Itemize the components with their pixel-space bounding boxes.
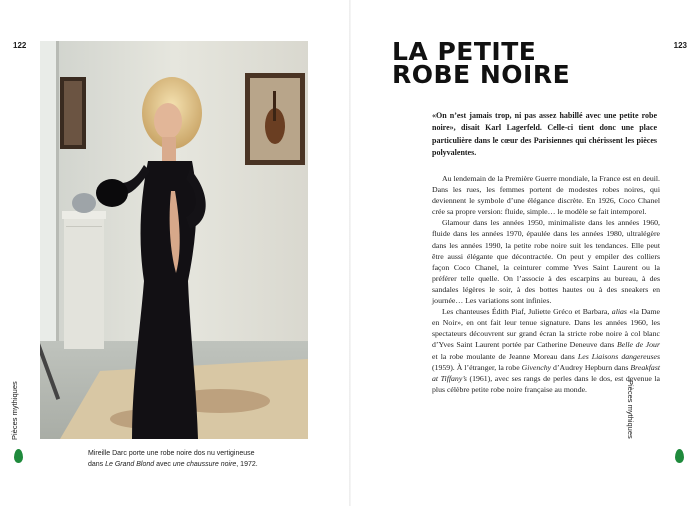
body-paragraph-1: Au lendemain de la Première Guerre mondiale, la France est en deuil. Dans les rues, les femmes portent de modestes robes noires, qui deviennent le symbole d’une élégance discrète. En 1926, Coco Chanel crée sa propre version: fluide, simple… le modèle se fait intemporel. bbox=[432, 174, 660, 217]
p3-f: (1961), avec ses rangs de perles dans le dos, est devenue la plus célèbre petite robe noire française au monde. bbox=[432, 373, 660, 394]
p3-film1: Belle de Jour bbox=[617, 340, 660, 350]
page-number-left: 122 bbox=[13, 41, 27, 50]
p3-film2: Les Liaisons dangereuses bbox=[577, 351, 661, 361]
body-paragraph-2: Glamour dans les années 1950, minimaliste dans les années 1960, fluide dans les années 1970, épaulée dans les années 1980, ultralégère dans les années 1990, la petite robe noire suit les tendances. Elle peut être aussi élégante que décontractée. On peut y empiler des colliers façon Coco Chanel, la ceinturer comme Yves Saint Laurent ou la préférer telle quelle. On l’associe à des escarpins au bureau, à des sandales légères le soir, à des bottes hautes ou à des sneakers en journée… Les variations sont infinies. bbox=[432, 218, 660, 306]
photo-mireille-darc bbox=[40, 41, 308, 439]
caption-prefix: dans bbox=[88, 461, 106, 468]
p3-d: (1959). À l’étranger, la robe bbox=[432, 362, 522, 372]
article-title bbox=[392, 37, 652, 89]
p3-b: «la Dame en Noir», en ont fait leur tenue signature. Dans les années 1960, les spectateurs découvrent sur grand écran la stricte robe noire à col blanc d’Yves Saint Laurent portée par Catherine Deneuve dans bbox=[432, 307, 660, 350]
gutter bbox=[349, 0, 351, 506]
caption-film-title-2: une chaussure noire bbox=[172, 461, 237, 468]
side-label-left: Pièces mythiques bbox=[10, 381, 19, 440]
p3-c: et la robe moulante de Jeanne Moreau dans bbox=[432, 351, 578, 361]
leaf-icon bbox=[675, 449, 684, 463]
caption-suffix: , 1972. bbox=[236, 461, 258, 468]
title-line2: ROBE NOIRE bbox=[392, 60, 571, 89]
p3-alias: alias bbox=[611, 307, 627, 317]
caption-mid: avec bbox=[154, 461, 173, 468]
article-body bbox=[432, 173, 660, 395]
lead-paragraph: «On n’est jamais trop, ni pas assez habillé avec une petite robe noire», disait Karl Lagerfeld. Celle-ci tient donc une place particulière dans le cœur des Parisiennes qui chérissent les pièces polyvalentes. bbox=[432, 111, 657, 157]
side-label-right: Pièces mythiques bbox=[626, 380, 636, 439]
photo-caption bbox=[88, 448, 318, 470]
p3-a: Les chanteuses Édith Piaf, Juliette Gréco et Barbara, bbox=[442, 307, 612, 317]
title-line1: LA PETITE bbox=[392, 37, 537, 66]
p3-givenchy: Givenchy bbox=[521, 362, 552, 372]
caption-film-title: Le Grand Blond bbox=[105, 461, 155, 468]
caption-line2 bbox=[88, 459, 318, 470]
photo-illustration bbox=[40, 41, 308, 439]
page-number-right: 123 bbox=[673, 41, 687, 50]
caption-line1: Mireille Darc porte une robe noire dos nu vertigineuse bbox=[88, 450, 255, 457]
p3-e: d’Audrey Hepburn dans bbox=[551, 362, 631, 372]
leaf-icon bbox=[14, 449, 23, 463]
p3-film3: Breakfast at Tiffany’s bbox=[432, 362, 661, 383]
